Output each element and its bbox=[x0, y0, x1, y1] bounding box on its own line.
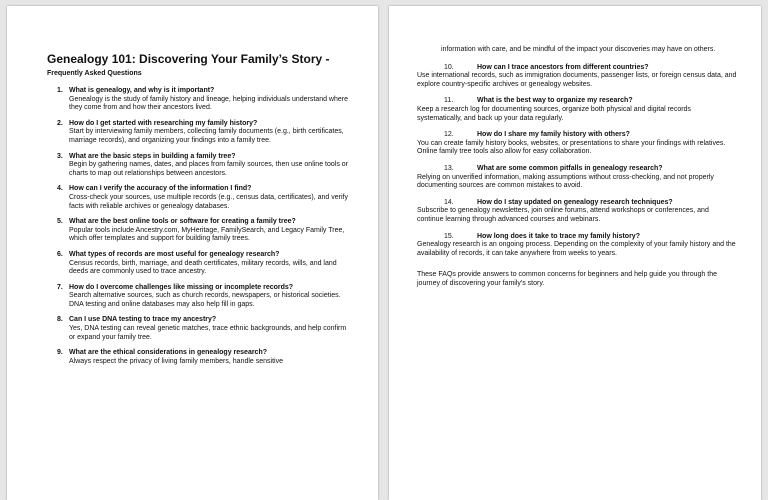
faq-answer: Subscribe to genealogy newsletters, join online forums, attend workshops or conferences, and continue learning through advanced courses and webinars. bbox=[417, 207, 709, 223]
faq-answer: Popular tools include Ancestry.com, MyHeritage, FamilySearch, and Legacy Family Tree, which offer templates and support for building family trees. bbox=[69, 226, 345, 243]
faq-question: What are the ethical considerations in genealogy research? bbox=[69, 349, 268, 357]
faq-item bbox=[47, 218, 348, 244]
faq-answer: Use international records, such as immigration documents, passenger lists, or foreign census data, and explore country-specific archives or genealogy websites. bbox=[417, 72, 737, 88]
faq-item bbox=[47, 87, 348, 113]
faq-question: What is the best way to organize my research? bbox=[477, 97, 633, 105]
faq-item bbox=[47, 153, 348, 179]
faq-answer: Yes, DNA testing can reveal genetic matches, trace ethnic backgrounds, and help confirm or expand your family tree. bbox=[69, 325, 347, 341]
faq-item bbox=[47, 349, 348, 366]
faq-answer: Always respect the privacy of living family members, handle sensitive bbox=[69, 357, 283, 365]
faq-question: What are some common pitfalls in genealogy research? bbox=[477, 164, 663, 172]
faq-item bbox=[47, 251, 348, 277]
faq-answer: You can create family history books, websites, or presentations to share your findings with relatives. Online family tree tools also allow for easy collaboration. bbox=[417, 139, 726, 156]
document-subtitle: Frequently Asked Questions bbox=[47, 70, 142, 77]
faq-item bbox=[47, 316, 348, 342]
faq-answer: Genealogy is the study of family history and lineage, helping individuals understand where they come from and how their ancestors lived. bbox=[69, 95, 349, 112]
document-title: Genealogy 101: Discovering Your Family’s Story - bbox=[47, 52, 330, 66]
faq-question: How can I trace ancestors from different countries? bbox=[477, 63, 649, 71]
faq-answer: Cross-check your sources, use multiple records (e.g., census data, certificates), and verify facts with reliable archives or genealogy databases. bbox=[69, 193, 348, 210]
document-page-1 bbox=[7, 6, 378, 500]
faq-item bbox=[417, 97, 737, 123]
faq-item bbox=[417, 233, 737, 259]
faq-answer: Start by interviewing family members, collecting family documents (e.g., birth certificates, marriage records), and organizing your findings into a family tree. bbox=[69, 128, 344, 144]
faq-number: 6. bbox=[57, 250, 63, 258]
faq-item bbox=[47, 120, 348, 146]
faq-question: How do I share my family history with others? bbox=[477, 131, 630, 139]
faq-answer-continued: information with care, and be mindful of the impact your discoveries may have on others. bbox=[441, 46, 716, 53]
faq-number: 13. bbox=[444, 164, 454, 172]
faq-list bbox=[417, 64, 737, 259]
faq-question: How can I verify the accuracy of the information I find? bbox=[69, 185, 252, 193]
document-page-2 bbox=[389, 6, 761, 500]
faq-number: 10. bbox=[444, 63, 454, 71]
faq-number: 7. bbox=[57, 283, 63, 291]
faq-question: What types of records are most useful for genealogy research? bbox=[69, 250, 280, 258]
faq-number: 12. bbox=[444, 131, 454, 139]
faq-question: Can I use DNA testing to trace my ancestry? bbox=[69, 316, 217, 324]
faq-item bbox=[47, 284, 348, 310]
faq-answer: Keep a research log for documenting sources, organize both physical and digital records systematically, and back up your data regularly. bbox=[417, 105, 691, 122]
faq-question: What are the basic steps in building a family tree? bbox=[69, 152, 236, 160]
faq-question: How do I stay updated on genealogy research techniques? bbox=[477, 198, 673, 206]
faq-item bbox=[47, 185, 348, 211]
faq-number: 4. bbox=[57, 185, 63, 193]
faq-list bbox=[47, 87, 348, 366]
faq-number: 1. bbox=[57, 87, 63, 94]
faq-number: 14. bbox=[444, 198, 454, 206]
faq-number: 2. bbox=[57, 119, 63, 127]
faq-question: How do I get started with researching my family history? bbox=[69, 119, 258, 127]
closing-paragraph: These FAQs provide answers to common concerns for beginners and help guide you through the journey of discovering your family's story. bbox=[417, 271, 718, 287]
faq-item bbox=[417, 165, 737, 191]
faq-item bbox=[417, 131, 737, 157]
faq-answer: Relying on unverified information, making assumptions without cross-checking, and not properly documenting sources are common mistakes to avoid. bbox=[417, 173, 714, 190]
faq-number: 8. bbox=[57, 316, 63, 324]
faq-number: 11. bbox=[444, 97, 454, 105]
faq-item bbox=[417, 64, 737, 90]
faq-question: How long does it take to trace my family history? bbox=[477, 232, 640, 240]
faq-answer: Search alternative sources, such as church records, newspapers, or historical societies. DNA testing and online databases may also help fill in gaps. bbox=[69, 292, 341, 308]
faq-number: 9. bbox=[57, 349, 63, 357]
faq-answer: Genealogy research is an ongoing process. Depending on the complexity of your family history and the availability of records, it can take anywhere from weeks to years. bbox=[417, 241, 736, 257]
faq-question: How do I overcome challenges like missing or incomplete records? bbox=[69, 283, 294, 291]
faq-number: 5. bbox=[57, 218, 63, 226]
faq-answer: Begin by gathering names, dates, and places from family sources, then use online tools or charts to map out relationships between ancestors. bbox=[69, 161, 348, 177]
faq-item bbox=[417, 199, 737, 225]
faq-answer: Census records, birth, marriage, and death certificates, military records, wills, and land deeds are commonly used to trace ancestry. bbox=[69, 259, 337, 276]
faq-number: 3. bbox=[57, 152, 63, 160]
faq-question: What are the best online tools or software for creating a family tree? bbox=[69, 218, 296, 226]
faq-question: What is genealogy, and why is it important? bbox=[69, 87, 215, 94]
faq-number: 15. bbox=[444, 232, 454, 240]
